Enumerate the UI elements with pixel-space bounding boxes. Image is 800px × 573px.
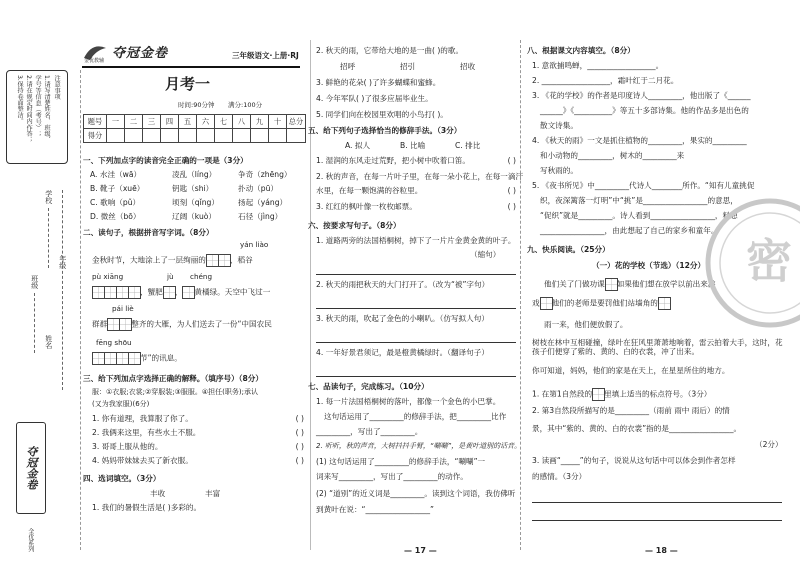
question-text: 1. 在第1自然段的 [532,389,593,399]
score-input[interactable] [215,129,233,143]
answer-paren[interactable]: ( ) [507,186,516,195]
option-text: B. 比喻 [400,141,426,150]
list-item [316,156,516,172]
text-segment: 群群 [92,319,108,329]
item-text: 3. 红红的枫叶像一枚枚邮票。 [316,202,417,211]
instruction-text: 2. 秋天的雨把秋天的大门打开了。（改为“被”字句） [316,280,490,289]
score-input[interactable] [161,129,179,143]
pinyin-label: fēng shōu [96,338,132,347]
pinyin-label: pái liè [112,304,134,313]
field-school-label: 学校 [44,190,53,204]
seal-text: 密 [746,234,792,288]
field-grade-line[interactable] [62,190,63,390]
list-item [92,456,304,470]
text-segment: ， [174,287,183,297]
series-label: 三年级语文·上册·RJ [232,51,299,60]
fill-sentence[interactable]: 3. 读画“_____”的句子，说说从这句话中可以体会到作者怎样 [532,456,736,465]
column-divider [310,40,311,550]
brand-logo-text: 夺冠金卷 [24,446,38,490]
score-cell: 四 [161,115,179,129]
question-5-items [316,156,524,216]
question-3-title: 三、给下列加点字选择正确的解释。（填序号）（8分） [83,374,263,383]
fill-sentence: 写秋雨的。 [540,166,578,175]
passage-line [532,297,670,310]
fill-sentence[interactable]: ______》《__________》等五十多部诗集。他的作品多是出色的 [540,106,749,115]
passage-paragraph: 树枝在林中互相碰撞，绿叶在狂风里萧萧地响着，雷云拍着大手，这时，花孩子们便穿了紫的、黄的、白的衣裳，冲了出来。 [532,338,783,357]
definition-line: (又为我家服)(6分) [92,400,150,408]
fill-sentence[interactable]: 1. 我们的暑假生活是( )多彩的。 [92,503,202,512]
field-name-label: 姓名 [44,335,53,349]
question-8-title: 八、根据课文内容填空。（8分） [527,46,635,55]
fill-sentence[interactable]: 2. __________________，霜叶红于二月花。 [532,76,679,85]
pinyin-label: yán liào [240,240,269,249]
answer-line[interactable] [316,368,516,377]
fill-sentence[interactable]: 和小动物的_________，树木的_________来 [540,151,685,160]
item-text: 4. 妈妈带妹妹去买了新衣服。 [92,456,193,465]
passage-paragraph: 你可知道，妈妈，他们的家是在天上，在星星所住的地方。 [532,366,730,375]
answer-line[interactable] [532,512,782,521]
option-text: C. 排比 [455,141,481,150]
fill-sentence[interactable]: (2) “道别”的近义词是_________。读到这个词语，我仿佛听 [316,489,516,498]
option-text: 钥匙（shi） [172,184,214,193]
fill-sentence[interactable]: 5. 同学们向在校园里欢唱的小鸟打( )。 [316,110,448,119]
score-input[interactable] [233,129,251,143]
score-cell: 六 [197,115,215,129]
instruction-text: 1. 道路两旁的法国梧桐树，掉下了一片片金黄金黄的叶子。 [316,236,516,245]
score-cell: 七 [215,115,233,129]
text-segment: 节”的讯息。 [140,353,182,363]
answer-paren[interactable]: ( ) [295,442,304,451]
option-row[interactable] [90,170,300,184]
option-row[interactable] [90,198,300,212]
page-number: — 17 — [404,546,437,555]
binding-strip [0,30,92,560]
score-input[interactable] [269,129,287,143]
notice-line: 学号等信息（考号）； [34,75,42,137]
instruction-tag: （缩句） [470,250,501,259]
notice-line: 1.请写清楚姓名、班级、 [43,75,51,143]
answer-paren[interactable]: ( ) [507,202,516,211]
notice-line: 3.保持卷面整洁。 [16,75,24,125]
passage-text: 戏 [532,298,540,308]
score-input[interactable] [125,129,143,143]
list-item [92,414,304,428]
text-line [92,254,253,267]
option-text: 争奇（zhēng） [238,170,292,179]
fill-sentence[interactable]: 词来写_________，写出了_________的动作。 [316,472,468,481]
pinyin-label: pù xiāng [92,272,124,281]
field-school-line[interactable] [48,208,49,268]
word-option: 丰富 [205,489,221,498]
score-input[interactable] [107,129,125,143]
question-6-title: 六、按要求写句子。（8分） [308,221,401,230]
item-text: 1. 湿润的东风走过荒野，把小树中吹着口笛。 [316,156,470,165]
score-cell: 一 [107,115,125,129]
fill-sentence[interactable]: 这句话运用了_________的修辞手法，把_________比作 [324,412,507,421]
fill-sentence[interactable]: 4. 今年军队( )了很多应届毕业生。 [316,94,433,103]
page-title: 月考一 [165,75,211,93]
question-1-options [90,170,300,226]
list-item [316,172,524,186]
exam-full-score: 满分:100分 [228,101,263,109]
question-9-title: 九、快乐阅读。（25分） [527,245,610,254]
page-number: — 18 — [645,546,678,555]
passage-text: 他们关了门做功课 [544,279,605,289]
score-cell: 二 [125,115,143,129]
instruction-text: 4. 一年好景君须记，最是橙黄橘绿时。（翻译句子） [316,348,489,357]
score-input[interactable] [143,129,161,143]
field-class-line[interactable] [34,293,35,353]
confidential-seal [690,178,800,358]
option-text: B. 靴子（xuē） [90,184,145,193]
score-cell: 三 [143,115,161,129]
fill-sentence[interactable]: 5. 《夜书所见》中_________代诗人________所作。“知有儿童挑促 [532,181,755,190]
item-text: 2. 秋的声音，在每一片叶子里，在每一朵小花上，在每一滴汗 [316,172,524,181]
option-text: 凌乱（líng） [172,170,217,179]
word-option: 招引 [400,62,416,71]
page-header [82,38,300,68]
score-table-header-row [84,115,306,129]
answer-paren[interactable]: ( ) [295,414,304,423]
score-cell: 五 [179,115,197,129]
answer-paren[interactable]: ( ) [295,428,304,437]
text-segment: 整齐的大雁，为人们送去了一份“中国农民 [131,319,272,329]
word-option: 招收 [460,62,476,71]
publisher-name: 金优教辅 [84,58,105,64]
question-5-title: 五、给下列句子选择恰当的修辞手法。（3分） [308,126,462,135]
score-cell: 总分 [287,115,306,129]
field-grade-label: 年级 [58,255,67,269]
reading-subtitle: （一）花的学校（节选）（12分） [592,261,706,270]
brand-sub-text: 全优系列 [26,528,34,552]
reading-question [532,388,711,401]
fill-sentence[interactable]: 1. 意欲捕鸣蝉，__________________。 [532,61,664,70]
question-4-title: 四、选词填空。（3分） [83,474,161,483]
option-text: 扬起（yáng） [238,198,288,207]
passage-text: 雨一来，他们便放假了。 [544,320,628,329]
text-line [92,286,270,299]
option-text: 扑动（pū） [238,184,279,193]
score-cell: 题号 [84,115,107,129]
score-cell: 得分 [84,129,107,143]
fill-sentence[interactable]: 织，夜深篱落一灯明”中“挑”是_________________的意思， [540,196,738,205]
score-cell: 十 [269,115,287,129]
option-text: 顷刻（qǐng） [172,198,219,207]
option-text: C. 歌响（pǔ） [90,198,141,207]
fill-sentence[interactable]: _________________，由此想起了自己的家乡和童年。 [540,226,719,235]
fill-sentence[interactable]: 3. 《花的学校》的作者是印度诗人_________，他出版了《______ [532,91,751,100]
fill-sentence[interactable]: 景，其中“紫的、黄的、白的衣裳”指的是_________________。 [532,424,742,433]
answer-line[interactable] [316,300,516,309]
answer-line[interactable] [532,494,782,503]
text-line [92,352,182,365]
brand-sub-box [16,520,44,560]
field-class-label: 班级 [30,275,39,289]
list-item [316,202,516,216]
text-segment: ，蟹肥 [140,287,163,297]
score-cell: 九 [251,115,269,129]
option-row[interactable] [90,184,300,198]
question-3-items [92,414,304,470]
page-fold-line [520,40,521,550]
pinyin-label: chéng [190,272,213,281]
brand-logo-box [16,422,46,514]
option-text: 石径（jìng） [238,212,283,221]
fill-sentence[interactable]: “促织”就是_________。诗人看到_________________，料想 [540,211,738,220]
fill-sentence: 散文诗集。 [540,121,578,130]
list-item [92,442,304,456]
question-7-title: 七、品读句子，完成练习。（10分） [308,382,429,391]
item-text: 1. 你有道理，我算服了你了。 [92,414,193,423]
logo-text: 夺冠金卷 [112,46,169,61]
score-cell: 八 [233,115,251,129]
punctuation-box[interactable] [658,297,671,310]
fill-sentence[interactable]: 2. 第3自然段所描写的是_________（雨前 雨中 雨后）的情 [532,406,730,415]
item-text: 水里，在每一颗饱满的谷粒里。 [316,186,423,195]
fill-sentence[interactable]: (1) 这句话运用了_________的修辞手法，“唰唰”一 [316,457,486,466]
option-text: A. 拟人 [345,141,371,150]
score-input[interactable] [179,129,197,143]
question-2-title: 二、读句子，根据拼音写字词。（8分） [83,228,214,237]
notice-title: 注意事项 [53,75,61,100]
score-input[interactable] [287,129,306,143]
fill-sentence[interactable]: _________，写出了_________。 [316,427,423,436]
score-note: （2分） [755,440,783,449]
item-text: 3. 哥哥上服从他的。 [92,442,163,451]
question-1-title: 一、下列加点字的读音完全正确的一项是（3分） [83,156,248,165]
cut-line [80,70,81,550]
text-line [92,318,272,331]
score-input[interactable] [251,129,269,143]
definition-line: 服：①衣服;衣裳;②穿服装;③服服。④担任(职务);承认 [92,388,258,396]
option-text: 辽阔（kuò） [172,212,216,221]
text-segment: 金秋时节，大地涂上了一层绚丽的 [92,255,206,265]
answer-paren[interactable]: ( ) [507,156,516,165]
score-table [83,114,306,143]
question-text: 里填上适当的标点符号。（3分） [604,389,712,399]
text-segment: ，稻谷 [229,255,253,265]
list-item [316,186,516,202]
passage-text: 如果他们想在放学以前出来游 [616,279,716,289]
item-text: 2. 我俩来这里，有些水土不服。 [92,428,201,437]
word-option: 丰收 [150,489,166,498]
word-option: 招呼 [340,62,356,71]
score-table-score-row [84,129,306,143]
fill-sentence[interactable]: 4. 《秋天的雨》一文是抓住植物的_________，果实的_________ [532,136,747,145]
list-item [92,428,304,442]
passage-text: 他们的老师是要罚他们站墙角的 [551,298,658,308]
option-text: A. 水洼（wā） [90,170,142,179]
text-segment: 黄橘绿。天空中飞过一 [194,287,271,297]
instruction-text: 3. 秋天的雨，吹起了金色的小喇叭。（仿写拟人句） [316,314,489,323]
pinyin-label: jù [167,272,174,281]
option-text: D. 微丝（bō） [90,212,141,221]
notice-line: 2.请在规定时间内作答； [25,75,33,143]
option-row[interactable] [90,212,300,226]
quote-text: 2. 听听，秋的声音，大树抖抖手臂，“唰唰”，是黄叶道别的话音。 [316,442,522,450]
answer-line[interactable] [316,266,516,275]
score-input[interactable] [197,129,215,143]
quote-text: 1. 每一片法国梧桐树的落叶，都像一个金色的小巴掌。 [316,397,501,406]
fill-sentence[interactable]: 3. 鲜艳的花朵( )了许多蝴蝶和蜜蜂。 [316,78,441,87]
exam-time: 时间:90分钟 [178,101,215,109]
fill-sentence[interactable]: 2. 秋天的雨，它带给大地的是一曲( )的歌。 [316,46,464,55]
answer-paren[interactable]: ( ) [295,456,304,465]
answer-line[interactable] [316,334,516,343]
question-text: 的感情。（3分） [532,472,587,481]
fill-sentence[interactable]: 到黄叶在说：“_________________” [316,505,434,514]
notice-box [6,70,68,164]
